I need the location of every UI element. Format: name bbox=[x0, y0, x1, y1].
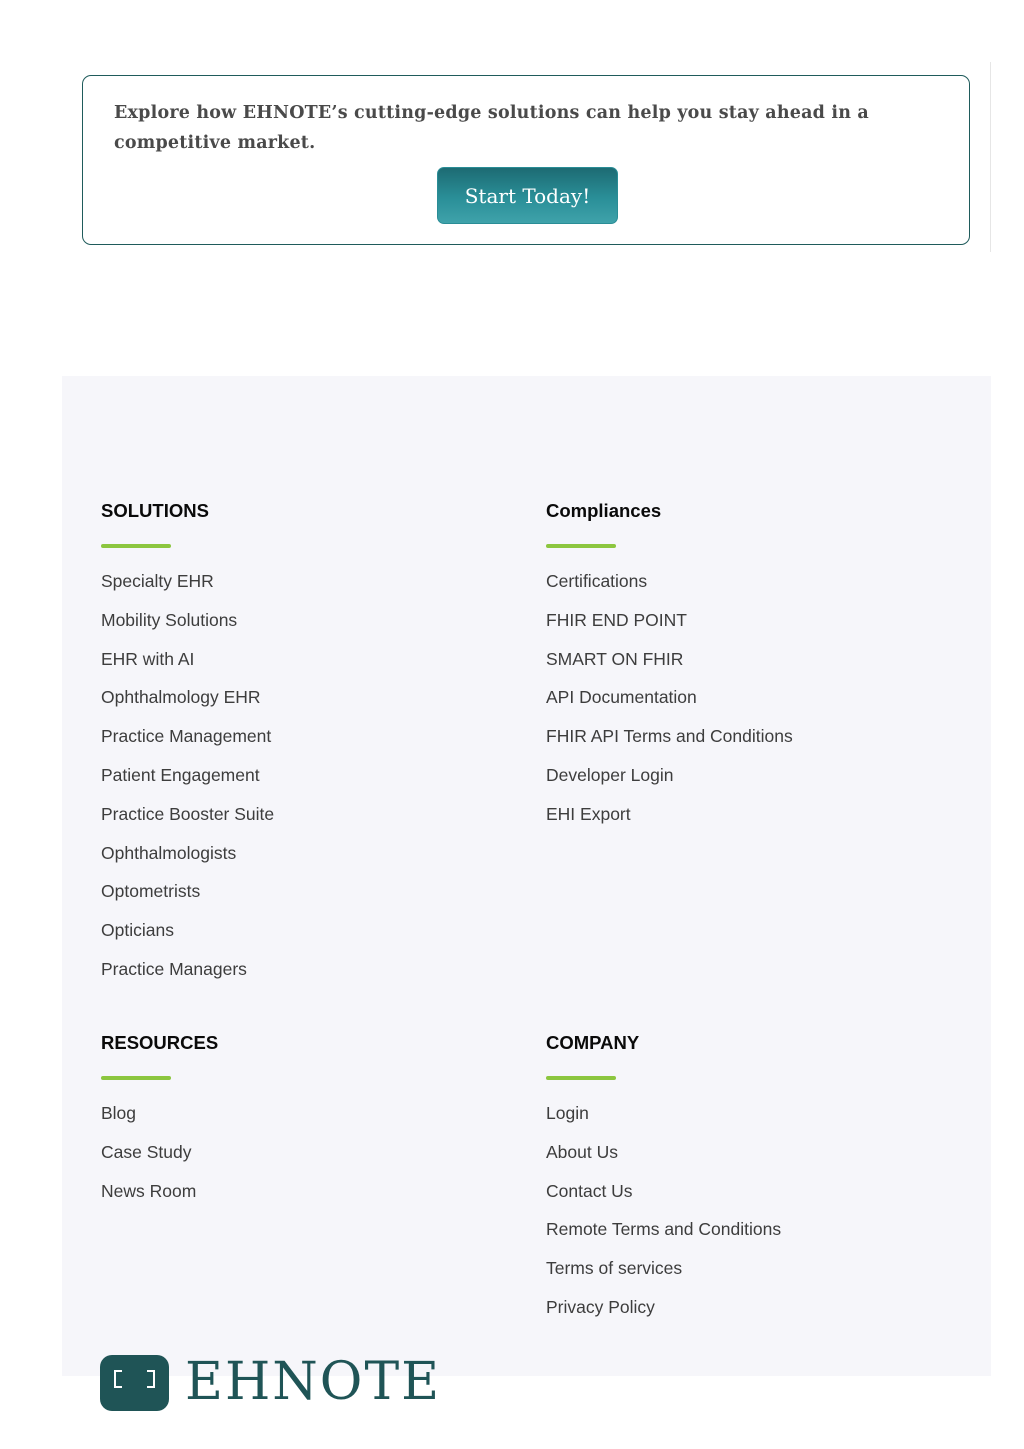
heading-accent-bar bbox=[546, 1076, 616, 1080]
footer-link[interactable]: Terms of services bbox=[546, 1258, 683, 1279]
footer-link[interactable]: Contact Us bbox=[546, 1180, 633, 1201]
heading-accent-bar bbox=[546, 544, 616, 548]
footer-link[interactable]: Developer Login bbox=[546, 764, 674, 785]
start-today-button[interactable]: Start Today! bbox=[437, 167, 618, 224]
footer-link[interactable]: Practice Booster Suite bbox=[101, 803, 275, 824]
footer-link[interactable]: API Documentation bbox=[546, 687, 697, 708]
link-list bbox=[546, 1102, 966, 1335]
cta-text: Explore how EHNOTE’s cutting-edge solutions can help you stay ahead in a competitive market. bbox=[114, 103, 869, 153]
footer-link[interactable]: About Us bbox=[546, 1141, 618, 1162]
footer-link[interactable]: EHI Export bbox=[546, 803, 631, 824]
footer-link[interactable]: FHIR END POINT bbox=[546, 609, 687, 630]
footer-link[interactable]: Practice Managers bbox=[101, 958, 247, 979]
footer-link[interactable]: Certifications bbox=[546, 571, 648, 591]
footer-link[interactable]: EHR with AI bbox=[101, 648, 195, 669]
footer-column-compliances bbox=[546, 500, 966, 842]
logo-wordmark: EHNOTE bbox=[185, 1352, 442, 1412]
link-list bbox=[101, 570, 521, 997]
footer-link[interactable]: Login bbox=[546, 1103, 589, 1123]
link-list bbox=[101, 1102, 521, 1218]
column-heading: RESOURCES bbox=[101, 1032, 219, 1053]
footer-link[interactable]: Optometrists bbox=[101, 881, 201, 902]
footer-link[interactable]: FHIR API Terms and Conditions bbox=[546, 726, 793, 747]
link-list bbox=[546, 570, 966, 842]
column-heading: Compliances bbox=[546, 500, 662, 521]
cta-card bbox=[82, 75, 970, 245]
ehnote-logo[interactable] bbox=[100, 1352, 442, 1415]
footer-column-resources bbox=[101, 1032, 521, 1218]
heading-accent-bar bbox=[101, 544, 171, 548]
column-heading: COMPANY bbox=[546, 1032, 640, 1053]
column-heading: SOLUTIONS bbox=[101, 500, 209, 521]
footer-link[interactable]: Ophthalmology EHR bbox=[101, 687, 261, 708]
footer-link[interactable]: Practice Management bbox=[101, 726, 272, 747]
footer-link[interactable]: Patient Engagement bbox=[101, 764, 260, 785]
bracket-logo-icon bbox=[100, 1355, 169, 1411]
divider bbox=[990, 62, 991, 252]
footer-link[interactable]: Specialty EHR bbox=[101, 571, 214, 591]
footer-link[interactable]: SMART ON FHIR bbox=[546, 648, 684, 669]
heading-accent-bar bbox=[101, 1076, 171, 1080]
footer-link[interactable]: Ophthalmologists bbox=[101, 842, 237, 863]
footer-link[interactable]: Opticians bbox=[101, 920, 174, 941]
footer-column-company bbox=[546, 1032, 966, 1335]
footer-link[interactable]: Blog bbox=[101, 1103, 137, 1123]
footer-link[interactable]: Case Study bbox=[101, 1141, 192, 1162]
footer-column-solutions bbox=[101, 500, 521, 997]
site-footer bbox=[62, 376, 991, 1412]
footer-link[interactable]: News Room bbox=[101, 1180, 197, 1201]
footer-link[interactable]: Mobility Solutions bbox=[101, 609, 238, 630]
footer-link[interactable]: Privacy Policy bbox=[546, 1296, 655, 1317]
footer-link[interactable]: Remote Terms and Conditions bbox=[546, 1219, 782, 1240]
